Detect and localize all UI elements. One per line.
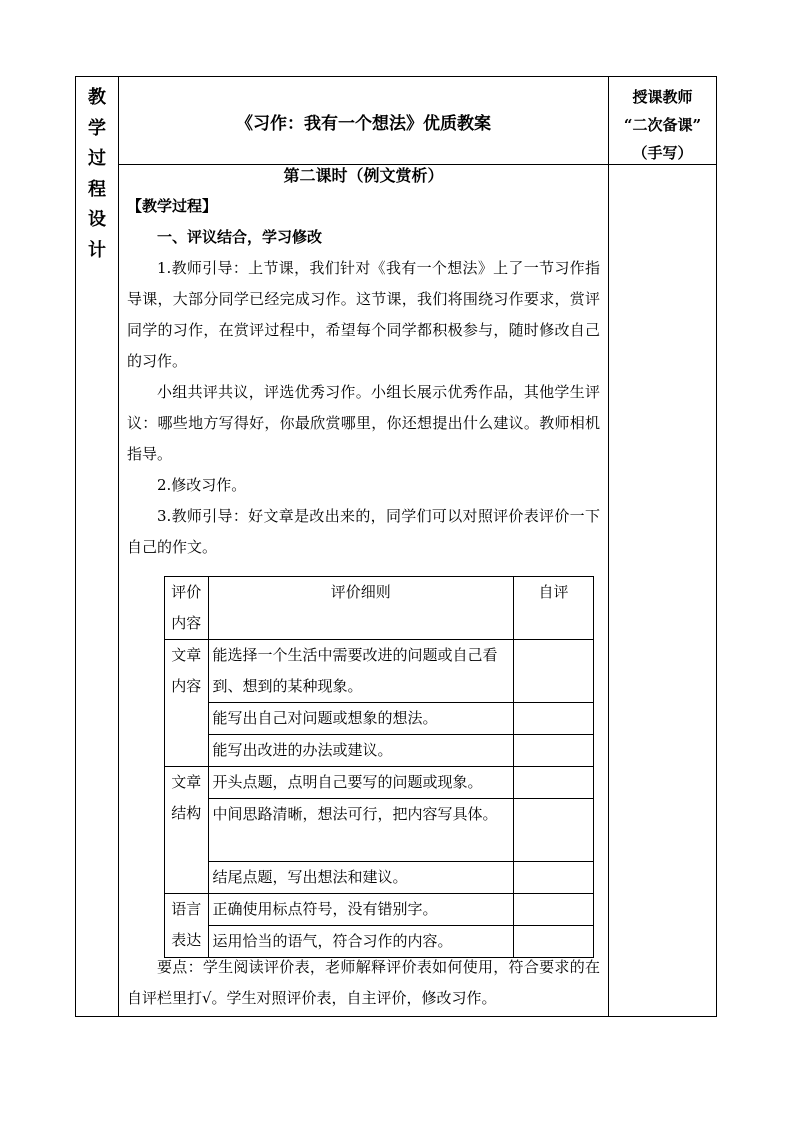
header-cell: 自评: [514, 577, 594, 640]
category-cell: 文章结构: [165, 767, 209, 894]
criteria-cell: 开头点题，点明自己要写的问题或现象。: [208, 767, 514, 799]
left-char: 程: [88, 178, 106, 200]
side-header-line: “二次备课”: [623, 116, 702, 134]
self-eval-cell[interactable]: [514, 703, 594, 735]
self-eval-cell[interactable]: [514, 735, 594, 767]
self-eval-cell[interactable]: [514, 799, 594, 862]
side-header-line: 授课教师: [632, 88, 693, 106]
left-char: 过: [88, 148, 106, 169]
left-char: 计: [88, 239, 106, 261]
lesson-title: 第二课时（例文赏析）: [283, 166, 444, 185]
table-row: [165, 894, 594, 926]
left-char: 设: [88, 209, 106, 230]
criteria-cell: 能选择一个生活中需要改进的问题或自己看到、想到的某种现象。: [208, 640, 514, 703]
table-row: [165, 862, 594, 894]
table-header-row: [165, 577, 594, 640]
criteria-cell: 中间思路清晰，想法可行，把内容写具体。: [208, 799, 514, 862]
section-heading: 一、评议结合，学习修改: [157, 228, 323, 246]
paragraph: 小组共评共议，评选优秀习作。小组长展示优秀作品，其他学生评议：哪些地方写得好，你最欣赏哪里，你还想提出什么建议。教师相机指导。: [127, 383, 600, 463]
criteria-cell: 正确使用标点符号，没有错别字。: [208, 894, 514, 926]
table-row: [165, 735, 594, 767]
header-cell: 评价细则: [208, 577, 514, 640]
table-row: [165, 640, 594, 703]
criteria-cell: 结尾点题，写出想法和建议。: [208, 862, 514, 894]
category-cell: 文章内容: [165, 640, 209, 767]
criteria-cell: 能写出自己对问题或想象的想法。: [208, 703, 514, 735]
table-row: [165, 767, 594, 799]
table-row: [165, 799, 594, 862]
self-eval-cell[interactable]: [514, 894, 594, 926]
side-header: [609, 83, 716, 167]
criteria-cell: 运用恰当的语气，符合习作的内容。: [208, 926, 514, 958]
paragraph: 1.教师引导：上节课，我们针对《我有一个想法》上了一节习作指导课，大部分同学已经完成习作。这节课，我们将围绕习作要求，赏评同学的习作，在赏评过程中，希望每个同学都积极参与，随时修改自己的习作。: [127, 259, 600, 370]
table-row: [165, 703, 594, 735]
paragraph: 3.教师引导：好文章是改出来的，同学们可以对照评价表评价一下自己的作文。: [127, 507, 600, 556]
left-char: 学: [88, 117, 106, 139]
lesson-content: [119, 165, 608, 563]
process-design-label: [76, 77, 118, 277]
paragraph: 2.修改习作。: [157, 476, 247, 494]
category-cell: 语言表达: [165, 894, 209, 958]
section-label: 【教学过程】: [127, 197, 218, 215]
self-eval-cell[interactable]: [514, 767, 594, 799]
column-divider-right: [608, 77, 609, 1016]
criteria-cell: 能写出改进的办法或建议。: [208, 735, 514, 767]
note-block: [119, 952, 608, 1014]
note-paragraph: 要点：学生阅读评价表，老师解释评价表如何使用，符合要求的在自评栏里打√。学生对照评价表，自主评价，修改习作。: [127, 958, 600, 1007]
evaluation-table: [164, 576, 594, 958]
left-char: 教: [88, 87, 106, 108]
side-header-line: （手写）: [632, 144, 693, 162]
document-title: 《习作：我有一个想法》优质教案: [236, 114, 491, 134]
header-cell: 评价内容: [165, 577, 209, 640]
lesson-plan-frame: [75, 76, 717, 1017]
self-eval-cell[interactable]: [514, 862, 594, 894]
self-eval-cell[interactable]: [514, 640, 594, 703]
